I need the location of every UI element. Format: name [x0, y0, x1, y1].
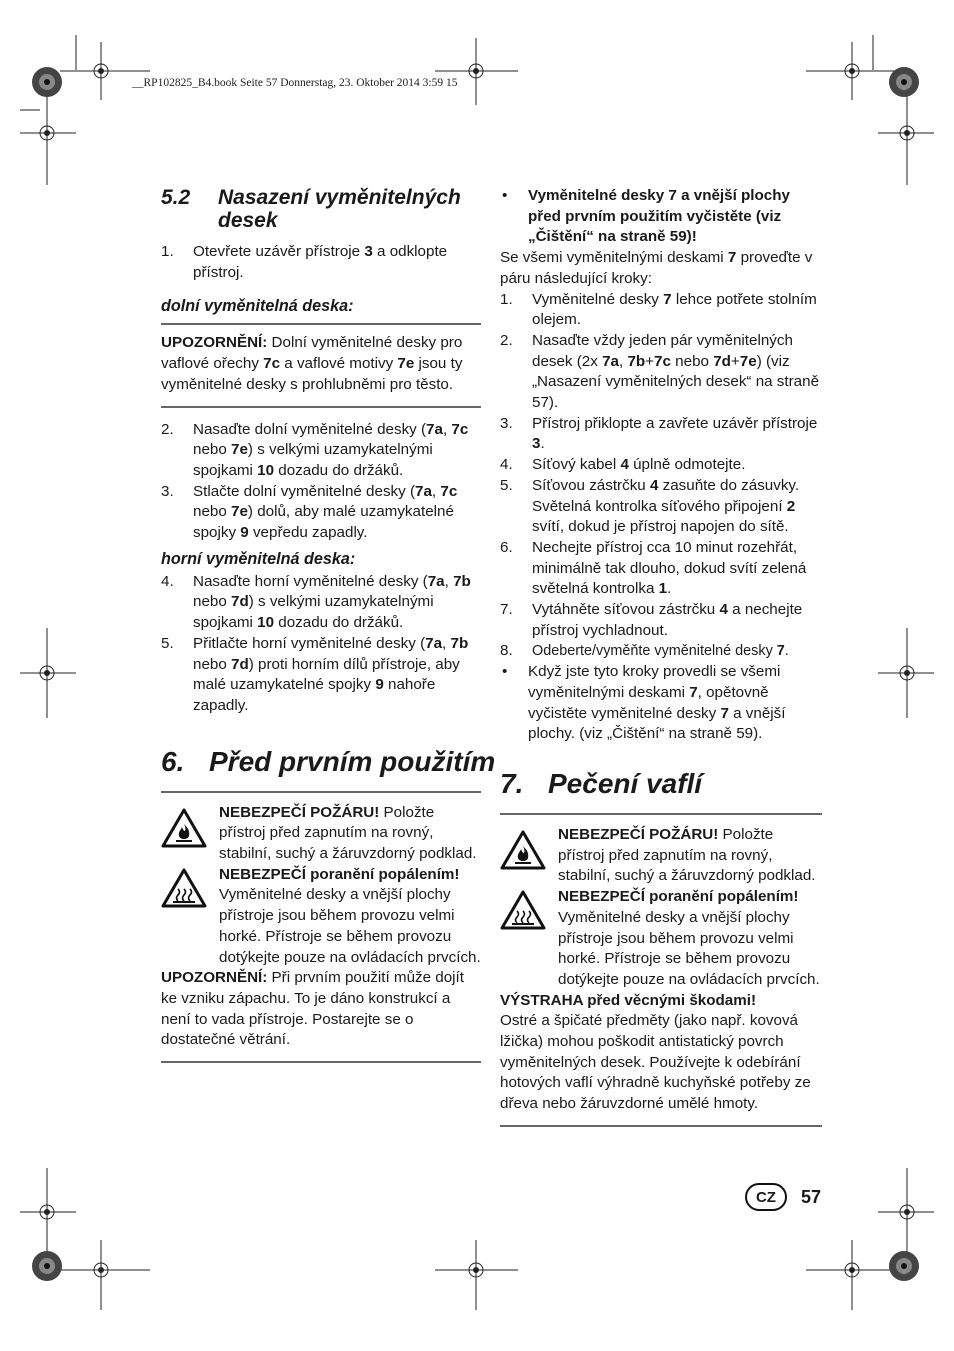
- left-column: [161, 186, 496, 1063]
- list-item: 4. Síťový kabel 4 úplně odmotejte.: [500, 456, 746, 474]
- intro-text: Se všemi vyměnitelnými deskami 7 proveďte v páru následující kroky:: [500, 249, 813, 287]
- subheading-upper-plate: horní vyměnitelná deska:: [161, 549, 356, 568]
- list-item: 1. Vyměnitelné desky 7 lehce potřete stolním olejem.: [500, 290, 817, 329]
- caution-text: Ostré a špičaté předměty (jako např. kovová lžička) mohou poškodit antistatický povrch vyměnitelných desek. Používejte k odebírání hotových vaflí výhradně kuchyňské potřeby ze dřeva nebo žáruvzdorné umělé hmoty.: [500, 1012, 811, 1113]
- list-item: 2. Nasaďte dolní vyměnitelné desky (7a, 7c nebo 7e) s velkými uzamykatelnými spojkami 10 dozadu do držáků.: [161, 420, 469, 479]
- bullet-item: • Když jste tyto kroky provedli se všemi vyměnitelnými deskami 7, opětovně vyčistěte vyměnitelné desky 7 a vnější plochy. (viz „Čištění“ na straně 59).: [502, 663, 786, 743]
- hot-surface-warning-icon: [161, 867, 207, 909]
- fire-warning-icon: [161, 807, 207, 849]
- list-item: 3. Stlačte dolní vyměnitelné desky (7a, 7c nebo 7e) dolů, aby malé uzamykatelné spojky 9 vepředu zapadly.: [161, 482, 458, 542]
- note-first-use: UPOZORNĚNÍ: Při prvním použití může dojít ke vzniku zápachu. To je dáno konstrukcí a není to vada přístroje. Postarejte se o dostatečné větrání.: [161, 969, 464, 1049]
- list-item: 5. Přitlačte horní vyměnitelné desky (7a, 7b nebo 7d) proti horním dílů přístroje, aby malé uzamykatelné spojky 9 nahoře zapadly.: [161, 634, 469, 714]
- fire-warning: NEBEZPEČÍ POŽÁRU! Položte přístroj před zapnutím na rovný, stabilní, suchý a žáruvzdorný podklad.: [161, 803, 481, 865]
- language-badge: CZ: [745, 1183, 787, 1211]
- burn-warning: NEBEZPEČÍ poranění popálením! Vyměnitelné desky a vnější plochy přístroje jsou během provozu velmi horké. Přístroje se během provozu dotýkejte pouze na ovládacích prvcích.: [500, 887, 822, 991]
- list-item: 1. Otevřete uzávěr přístroje 3 a odklopte přístroj.: [161, 243, 448, 281]
- list-item: 7. Vytáhněte síťovou zástrčku 4 a nechejte přístroj vychladnout.: [500, 601, 803, 639]
- list-item: 3. Přístroj přiklopte a zavřete uzávěr přístroje 3.: [500, 414, 818, 453]
- subheading-lower-plate: dolní vyměnitelná deska:: [161, 297, 354, 316]
- list-item: 6. Nechejte přístroj cca 10 minut rozehřát, minimálně tak dlouho, dokud svítí zelená světelná kontrolka 1.: [500, 538, 807, 598]
- bullet-item: • Vyměnitelné desky 7 a vnější plochy před prvním použitím vyčistěte (viz „Čištění“ na straně 59)!: [502, 187, 790, 246]
- list-item: 5. Síťovou zástrčku 4 zasuňte do zásuvky. Světelná kontrolka síťového připojení 2 svítí, dokud je přístroj napojen do sítě.: [500, 476, 800, 536]
- fire-warning: NEBEZPEČÍ POŽÁRU! Položte přístroj před zapnutím na rovný, stabilní, suchý a žáruvzdorný podklad.: [500, 825, 822, 887]
- caution-heading: VÝSTRAHA před věcnými škodami!: [500, 991, 757, 1009]
- right-column: [500, 186, 822, 1127]
- section-6-heading: 6. Před prvním použitím: [161, 745, 496, 777]
- safety-box: [161, 791, 481, 1063]
- note-box: UPOZORNĚNÍ: Dolní vyměnitelné desky pro vaflové ořechy 7c a vaflové motivy 7e jsou ty vyměnitelné desky s prohlubněmi pro těsto.: [161, 323, 481, 407]
- section-7-heading: 7. Pečení vaflí: [500, 767, 703, 799]
- burn-warning: NEBEZPEČÍ poranění popálením! Vyměnitelné desky a vnější plochy přístroje jsou během provozu velmi horké. Přístroje se během provozu dotýkejte pouze na ovládacích prvcích.: [161, 865, 481, 969]
- fire-warning-icon: [500, 829, 546, 871]
- safety-box: [500, 813, 822, 1127]
- print-header: __RP102825_B4.book Seite 57 Donnerstag, 23. Oktober 2014 3:59 15: [132, 77, 458, 89]
- list-item: 4. Nasaďte horní vyměnitelné desky (7a, 7b nebo 7d) s velkými uzamykatelnými spojkami 10 dozadu do držáků.: [161, 572, 471, 632]
- hot-surface-warning-icon: [500, 889, 546, 931]
- page-number: 57: [800, 1186, 821, 1207]
- page-footer: [745, 1183, 821, 1211]
- list-item: 8. Odeberte/vyměňte vyměnitelné desky 7.: [500, 642, 789, 660]
- list-item: 2. Nasaďte vždy jeden pár vyměnitelných desek (2x 7a, 7b+7c nebo 7d+7e) (viz „Nasazení vyměnitelných desek“ na straně 57).: [500, 331, 820, 412]
- section-5-2-heading: 5.2 Nasazení vyměnitelných desek: [161, 186, 461, 232]
